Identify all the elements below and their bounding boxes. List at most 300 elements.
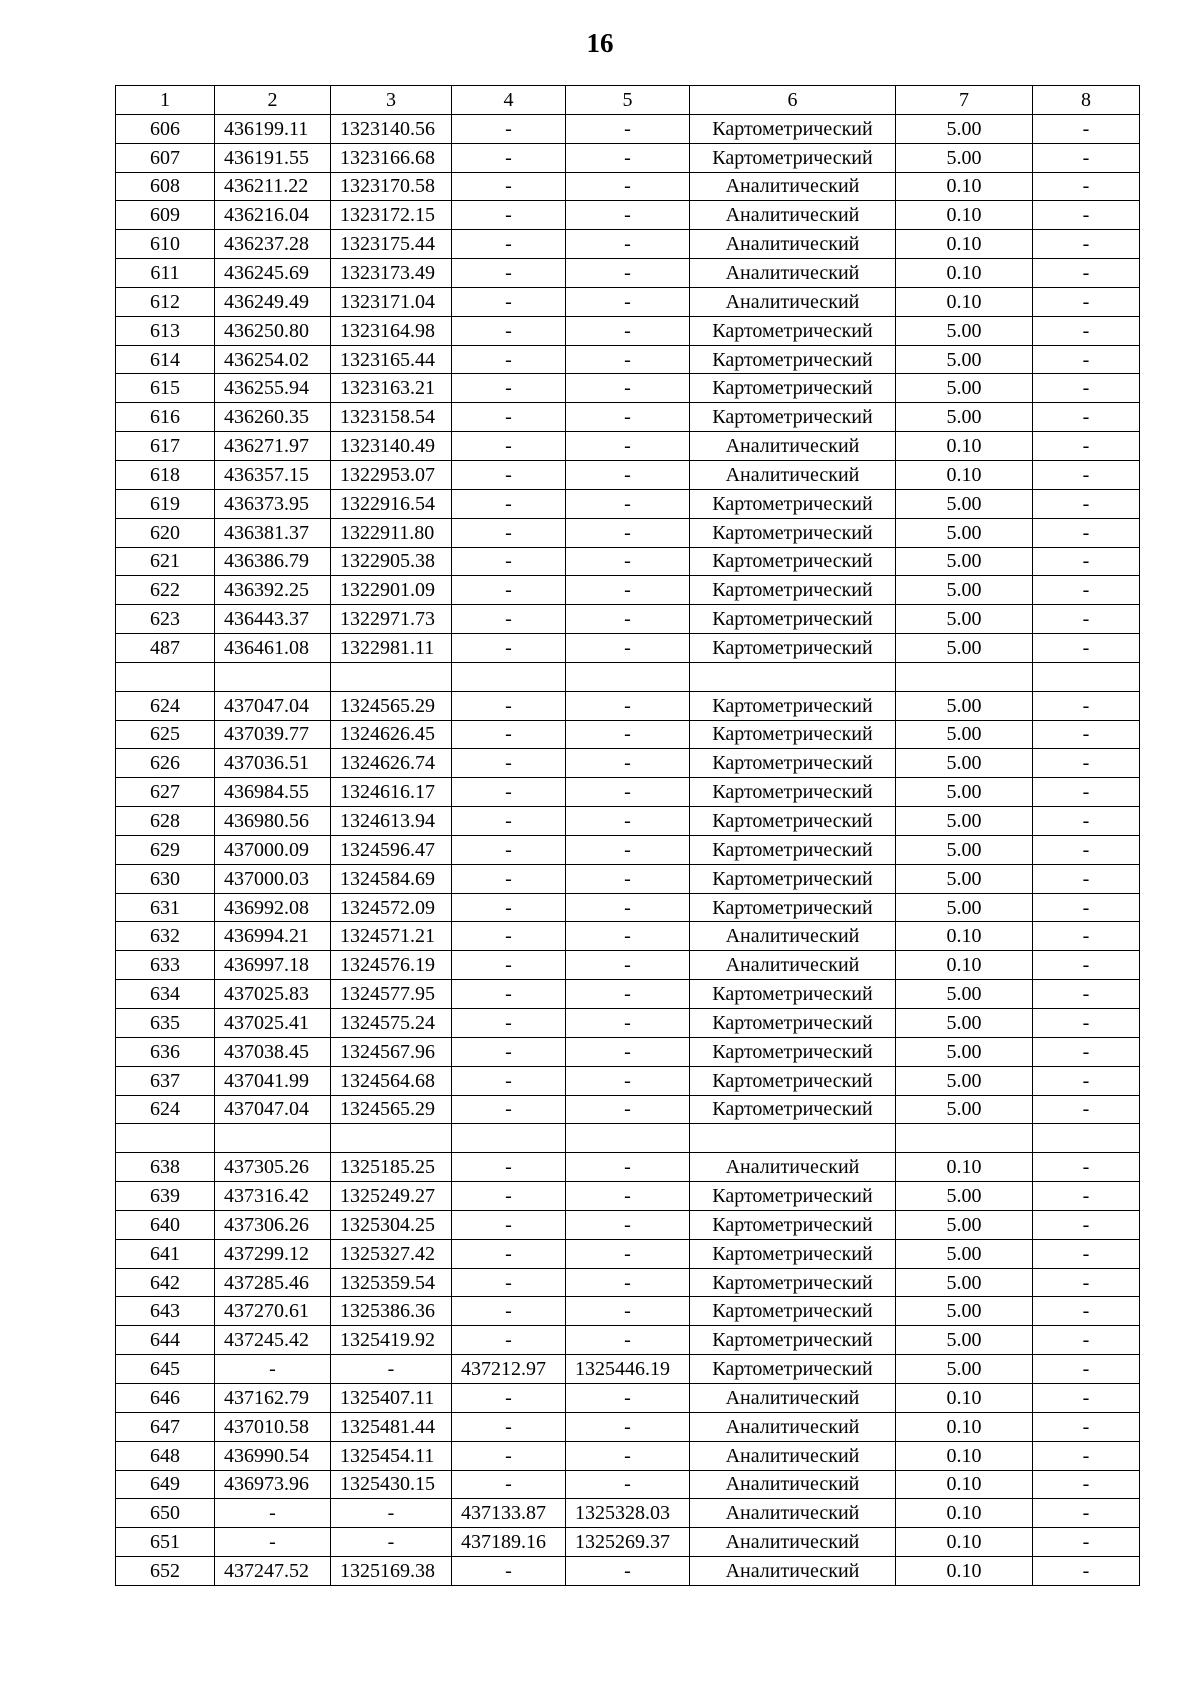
table-cell: 5.00 [896, 345, 1033, 374]
table-cell: 436992.08 [215, 893, 331, 922]
table-cell: 437000.03 [215, 864, 331, 893]
table-cell: 628 [116, 807, 215, 836]
table-cell: - [566, 374, 690, 403]
table-cell: 436980.56 [215, 807, 331, 836]
column-number-cell: 4 [452, 86, 566, 115]
table-row [116, 489, 1140, 518]
table-cell: - [452, 864, 566, 893]
table-cell: - [215, 1499, 331, 1528]
table-cell: Картометрический [690, 1297, 896, 1326]
table-cell: 1323166.68 [331, 143, 452, 172]
table-cell: - [452, 1210, 566, 1239]
table-cell: - [1033, 1153, 1140, 1182]
table-cell: - [566, 1210, 690, 1239]
table-cell: - [452, 432, 566, 461]
table-row [116, 1470, 1140, 1499]
table-cell: - [452, 980, 566, 1009]
table-cell: 1325481.44 [331, 1412, 452, 1441]
table-cell: 5.00 [896, 518, 1033, 547]
table-cell: - [452, 1153, 566, 1182]
table-cell: 5.00 [896, 835, 1033, 864]
table-cell: - [331, 1499, 452, 1528]
table-cell: Картометрический [690, 1355, 896, 1384]
table-cell: 634 [116, 980, 215, 1009]
table-cell: - [566, 1412, 690, 1441]
table-cell: - [1033, 749, 1140, 778]
table-row [116, 662, 1140, 691]
table-cell: - [566, 807, 690, 836]
table-cell: 643 [116, 1297, 215, 1326]
table-cell: Картометрический [690, 720, 896, 749]
table-cell: 1325407.11 [331, 1383, 452, 1412]
table-cell: - [566, 1557, 690, 1586]
table-cell: - [1033, 691, 1140, 720]
table-cell: 1323164.98 [331, 316, 452, 345]
table-cell: 617 [116, 432, 215, 461]
table-cell: 5.00 [896, 576, 1033, 605]
table-row [116, 114, 1140, 143]
table-cell: 1325446.19 [566, 1355, 690, 1384]
table-cell: - [566, 1239, 690, 1268]
table-cell: 436973.96 [215, 1470, 331, 1499]
table-row [116, 259, 1140, 288]
table-cell: 437247.52 [215, 1557, 331, 1586]
table-cell [690, 1124, 896, 1153]
table-cell: - [566, 230, 690, 259]
table-cell: - [566, 460, 690, 489]
table-cell: 1324565.29 [331, 1095, 452, 1124]
table-row [116, 201, 1140, 230]
table-cell: Аналитический [690, 922, 896, 951]
table-cell: 5.00 [896, 1297, 1033, 1326]
table-cell: 1323163.21 [331, 374, 452, 403]
table-cell: - [1033, 1095, 1140, 1124]
table-cell: - [452, 1412, 566, 1441]
table-cell: 436237.28 [215, 230, 331, 259]
table-cell: Картометрический [690, 489, 896, 518]
table-cell: 606 [116, 114, 215, 143]
table-cell: - [452, 893, 566, 922]
table-cell: - [566, 547, 690, 576]
table-cell: - [452, 835, 566, 864]
table-row [116, 720, 1140, 749]
table-cell: - [452, 316, 566, 345]
table-cell: Картометрический [690, 634, 896, 663]
table-cell: 436984.55 [215, 778, 331, 807]
table-cell: 436260.35 [215, 403, 331, 432]
table-cell: 626 [116, 749, 215, 778]
table-cell: 1325269.37 [566, 1528, 690, 1557]
table-cell: 0.10 [896, 1470, 1033, 1499]
table-cell: 436211.22 [215, 172, 331, 201]
table-row [116, 172, 1140, 201]
table-cell: 437285.46 [215, 1268, 331, 1297]
table-cell: 635 [116, 1009, 215, 1038]
table-cell: - [452, 922, 566, 951]
table-cell: Аналитический [690, 287, 896, 316]
table-cell: Картометрический [690, 403, 896, 432]
table-cell: 607 [116, 143, 215, 172]
table-cell: Аналитический [690, 1153, 896, 1182]
table-row [116, 1153, 1140, 1182]
table-cell: - [452, 1470, 566, 1499]
table-cell: 636 [116, 1037, 215, 1066]
table-cell: - [1033, 605, 1140, 634]
table-cell: 437245.42 [215, 1326, 331, 1355]
table-cell: 649 [116, 1470, 215, 1499]
table-cell: 611 [116, 259, 215, 288]
table-cell: 1324564.68 [331, 1066, 452, 1095]
table-row [116, 1441, 1140, 1470]
table-cell: 1324577.95 [331, 980, 452, 1009]
table-row [116, 576, 1140, 605]
table-cell: 5.00 [896, 1009, 1033, 1038]
table-cell: 1322953.07 [331, 460, 452, 489]
table-cell: 0.10 [896, 432, 1033, 461]
table-cell: - [1033, 1037, 1140, 1066]
table-cell: - [452, 345, 566, 374]
table-cell: - [1033, 143, 1140, 172]
table-cell [116, 662, 215, 691]
table-row [116, 143, 1140, 172]
table-cell [896, 662, 1033, 691]
table-cell: 1324616.17 [331, 778, 452, 807]
table-cell: 640 [116, 1210, 215, 1239]
table-cell: 436271.97 [215, 432, 331, 461]
table-cell: 0.10 [896, 1153, 1033, 1182]
table-cell: 437305.26 [215, 1153, 331, 1182]
table-cell: 5.00 [896, 547, 1033, 576]
table-cell: - [452, 403, 566, 432]
table-cell: 436191.55 [215, 143, 331, 172]
table-cell: 609 [116, 201, 215, 230]
table-cell: 651 [116, 1528, 215, 1557]
table-cell: - [1033, 114, 1140, 143]
table-cell: - [1033, 1066, 1140, 1095]
table-cell: - [452, 1095, 566, 1124]
table-cell: - [1033, 835, 1140, 864]
table-cell: - [1033, 1210, 1140, 1239]
table-cell: - [566, 691, 690, 720]
table-row [116, 518, 1140, 547]
table-cell: 437162.79 [215, 1383, 331, 1412]
table-row [116, 1326, 1140, 1355]
table-cell: 620 [116, 518, 215, 547]
table-cell: 1325304.25 [331, 1210, 452, 1239]
table-cell: - [566, 1326, 690, 1355]
table-row [116, 1499, 1140, 1528]
table-cell: - [1033, 576, 1140, 605]
table-row [116, 460, 1140, 489]
table-cell: 5.00 [896, 749, 1033, 778]
table-cell: - [1033, 778, 1140, 807]
table-cell: - [566, 143, 690, 172]
table-cell: 644 [116, 1326, 215, 1355]
table-cell: - [452, 287, 566, 316]
table-cell: 638 [116, 1153, 215, 1182]
table-cell: - [1033, 1355, 1140, 1384]
table-cell: - [1033, 1182, 1140, 1211]
table-cell: 436443.37 [215, 605, 331, 634]
table-cell: - [452, 374, 566, 403]
table-cell: - [452, 259, 566, 288]
table-cell: - [1033, 1009, 1140, 1038]
table-cell: - [452, 201, 566, 230]
table-cell: - [566, 1066, 690, 1095]
header-row [116, 86, 1140, 115]
table-cell: 615 [116, 374, 215, 403]
table-cell: 627 [116, 778, 215, 807]
table-cell: Картометрический [690, 691, 896, 720]
table-cell: 612 [116, 287, 215, 316]
table-cell: 647 [116, 1412, 215, 1441]
table-cell: 618 [116, 460, 215, 489]
table-cell: - [1033, 518, 1140, 547]
table-cell: 1324565.29 [331, 691, 452, 720]
table-cell: 652 [116, 1557, 215, 1586]
table-cell: - [215, 1528, 331, 1557]
table-cell: 1323175.44 [331, 230, 452, 259]
table-cell: 641 [116, 1239, 215, 1268]
table-cell: 437000.09 [215, 835, 331, 864]
table-cell: Аналитический [690, 1383, 896, 1412]
table-cell: 437133.87 [452, 1499, 566, 1528]
table-cell: - [566, 489, 690, 518]
table-cell: 608 [116, 172, 215, 201]
table-cell: Картометрический [690, 1239, 896, 1268]
table-cell: - [1033, 547, 1140, 576]
table-cell: 5.00 [896, 374, 1033, 403]
table-cell: Картометрический [690, 345, 896, 374]
table-cell: Картометрический [690, 1095, 896, 1124]
table-cell: 631 [116, 893, 215, 922]
table-cell: - [1033, 922, 1140, 951]
table-cell: - [566, 893, 690, 922]
table-cell: - [566, 922, 690, 951]
table-cell: - [452, 749, 566, 778]
table-cell: 436254.02 [215, 345, 331, 374]
table-cell: Картометрический [690, 547, 896, 576]
table-cell [690, 662, 896, 691]
table-cell: 436250.80 [215, 316, 331, 345]
table-cell: 1325430.15 [331, 1470, 452, 1499]
table-cell: 5.00 [896, 778, 1033, 807]
table-cell [566, 1124, 690, 1153]
table-cell: 5.00 [896, 1182, 1033, 1211]
table-cell: 436994.21 [215, 922, 331, 951]
table-cell: 437316.42 [215, 1182, 331, 1211]
table-row [116, 1095, 1140, 1124]
table-cell: 0.10 [896, 201, 1033, 230]
table-cell: - [1033, 1441, 1140, 1470]
table-cell: 5.00 [896, 1066, 1033, 1095]
table-cell: - [452, 143, 566, 172]
table-cell: - [452, 691, 566, 720]
table-cell: 0.10 [896, 287, 1033, 316]
table-cell: 1322901.09 [331, 576, 452, 605]
table-row [116, 951, 1140, 980]
table-cell: 1324567.96 [331, 1037, 452, 1066]
table-cell: - [566, 1182, 690, 1211]
table-cell: 632 [116, 922, 215, 951]
table-cell: 0.10 [896, 1528, 1033, 1557]
table-cell: Картометрический [690, 114, 896, 143]
table-row [116, 864, 1140, 893]
table-cell [452, 1124, 566, 1153]
table-cell: - [566, 518, 690, 547]
table-cell: 437212.97 [452, 1355, 566, 1384]
table-cell: 5.00 [896, 143, 1033, 172]
table-cell: - [452, 1557, 566, 1586]
table-cell: Картометрический [690, 576, 896, 605]
table-cell: Картометрический [690, 835, 896, 864]
table-cell: 5.00 [896, 1095, 1033, 1124]
table-cell: Аналитический [690, 259, 896, 288]
table-cell: 436392.25 [215, 576, 331, 605]
table-cell: - [1033, 864, 1140, 893]
column-number-cell: 2 [215, 86, 331, 115]
table-cell: 1324596.47 [331, 835, 452, 864]
table-row [116, 605, 1140, 634]
table-row [116, 316, 1140, 345]
table-cell: 0.10 [896, 951, 1033, 980]
table-cell: - [452, 576, 566, 605]
table-cell: - [1033, 287, 1140, 316]
table-cell: 633 [116, 951, 215, 980]
table-cell: 645 [116, 1355, 215, 1384]
table-cell: - [1033, 345, 1140, 374]
table-cell: - [452, 1268, 566, 1297]
table-cell: Аналитический [690, 1528, 896, 1557]
table-cell: 436216.04 [215, 201, 331, 230]
table-cell: - [1033, 893, 1140, 922]
table-cell: - [1033, 201, 1140, 230]
table-cell: 1322905.38 [331, 547, 452, 576]
table-cell: - [1033, 1528, 1140, 1557]
column-number-cell: 7 [896, 86, 1033, 115]
table-cell: - [452, 634, 566, 663]
table-cell: Картометрический [690, 1182, 896, 1211]
table-row [116, 1412, 1140, 1441]
table-cell: - [566, 1383, 690, 1412]
table-cell: 1323172.15 [331, 201, 452, 230]
table-cell: 642 [116, 1268, 215, 1297]
table-cell: 5.00 [896, 1355, 1033, 1384]
table-cell: 1323140.49 [331, 432, 452, 461]
table-row [116, 980, 1140, 1009]
table-cell: Картометрический [690, 807, 896, 836]
table-cell: 5.00 [896, 316, 1033, 345]
table-row [116, 807, 1140, 836]
table-cell: - [1033, 1326, 1140, 1355]
table-row [116, 230, 1140, 259]
table-row [116, 1009, 1140, 1038]
table-cell: 436255.94 [215, 374, 331, 403]
table-cell: Аналитический [690, 1441, 896, 1470]
table-cell: - [1033, 489, 1140, 518]
table-cell: - [566, 634, 690, 663]
table-cell: 646 [116, 1383, 215, 1412]
table-cell: Картометрический [690, 1009, 896, 1038]
table-cell: 1325169.38 [331, 1557, 452, 1586]
table-cell: - [1033, 951, 1140, 980]
table-cell: - [452, 1037, 566, 1066]
table-cell: - [566, 1268, 690, 1297]
table-cell: - [452, 1326, 566, 1355]
table-cell: 639 [116, 1182, 215, 1211]
table-cell: 437189.16 [452, 1528, 566, 1557]
table-row [116, 1239, 1140, 1268]
table-cell: 1323171.04 [331, 287, 452, 316]
table-cell: 5.00 [896, 691, 1033, 720]
table-cell: 616 [116, 403, 215, 432]
table-cell: 436245.69 [215, 259, 331, 288]
table-cell: - [215, 1355, 331, 1384]
table-row [116, 1066, 1140, 1095]
table-cell: - [566, 749, 690, 778]
table-cell: 1325359.54 [331, 1268, 452, 1297]
table-row [116, 691, 1140, 720]
table-cell: 1325419.92 [331, 1326, 452, 1355]
table-cell: - [566, 951, 690, 980]
table-row [116, 634, 1140, 663]
table-cell: Картометрический [690, 778, 896, 807]
table-row [116, 1268, 1140, 1297]
table-row [116, 893, 1140, 922]
table-cell: 1322971.73 [331, 605, 452, 634]
table-row [116, 1182, 1140, 1211]
table-cell: 619 [116, 489, 215, 518]
table-cell [1033, 1124, 1140, 1153]
table-cell: - [566, 605, 690, 634]
table-cell: - [452, 1182, 566, 1211]
table-cell: - [452, 720, 566, 749]
table-cell: - [452, 1066, 566, 1095]
table-cell: 1324626.74 [331, 749, 452, 778]
table-cell: 1325185.25 [331, 1153, 452, 1182]
table-cell: - [452, 1383, 566, 1412]
table-cell: 1322911.80 [331, 518, 452, 547]
table-cell: - [452, 172, 566, 201]
table-cell [566, 662, 690, 691]
table-cell: - [566, 201, 690, 230]
table-cell [331, 662, 452, 691]
table-cell: Аналитический [690, 201, 896, 230]
table-cell: 437039.77 [215, 720, 331, 749]
table-cell: Картометрический [690, 1066, 896, 1095]
table-cell: 436199.11 [215, 114, 331, 143]
table-cell: - [566, 403, 690, 432]
table-cell: - [452, 951, 566, 980]
table-cell: 436386.79 [215, 547, 331, 576]
table-row [116, 1297, 1140, 1326]
table-cell: 5.00 [896, 1239, 1033, 1268]
table-row [116, 345, 1140, 374]
table-cell [452, 662, 566, 691]
table-cell: Аналитический [690, 1470, 896, 1499]
table-cell: 436997.18 [215, 951, 331, 980]
table-cell: - [566, 864, 690, 893]
table-cell: 5.00 [896, 1037, 1033, 1066]
table-row [116, 1210, 1140, 1239]
table-cell: 436373.95 [215, 489, 331, 518]
table-cell: Картометрический [690, 316, 896, 345]
table-cell: 1324576.19 [331, 951, 452, 980]
table-cell: - [452, 1441, 566, 1470]
table-cell: 1323158.54 [331, 403, 452, 432]
table-cell: 436381.37 [215, 518, 331, 547]
table-cell: 437025.83 [215, 980, 331, 1009]
